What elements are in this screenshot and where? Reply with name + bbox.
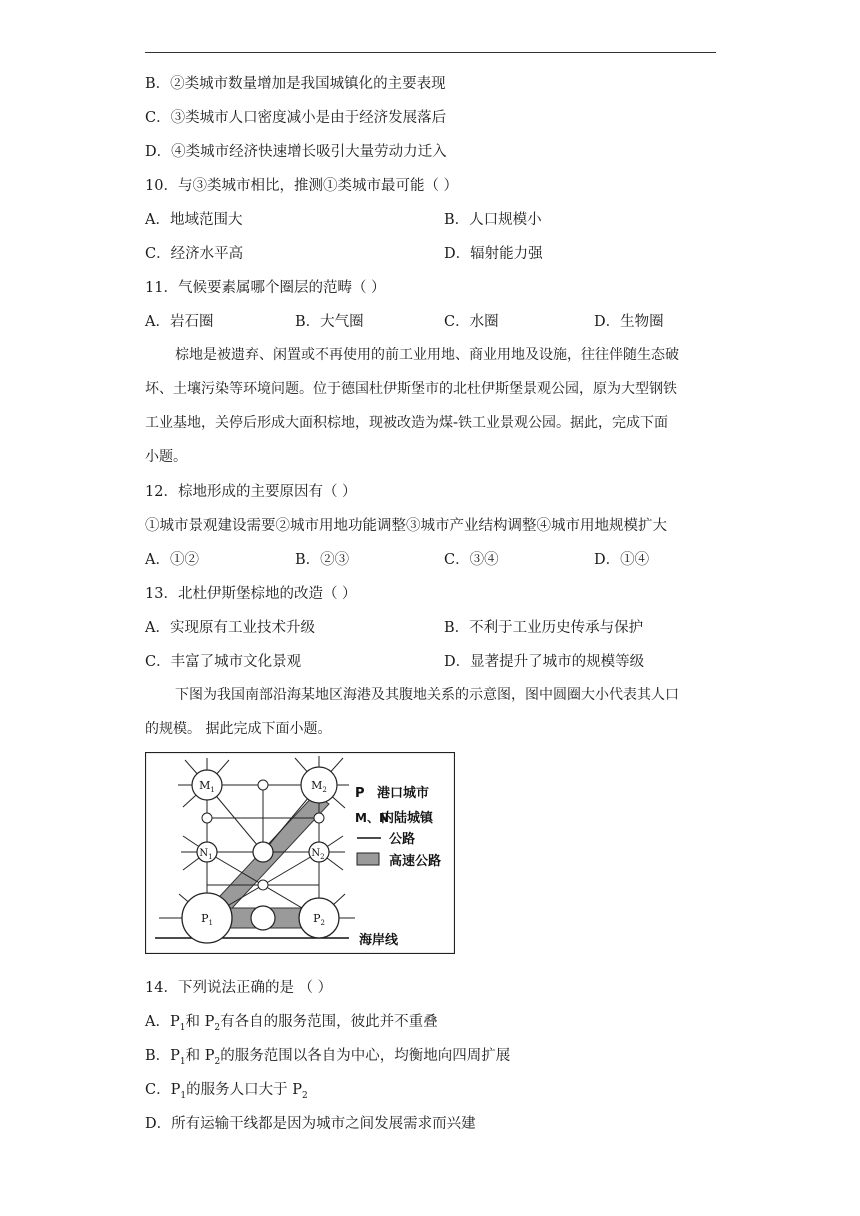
q10-stem: 10．与③类城市相比，推测①类城市最可能（ ） <box>145 178 459 194</box>
q11-stem: 11．气候要素属哪个圈层的范畴（ ） <box>145 280 386 296</box>
q12-option-a: A．①② <box>145 552 199 568</box>
svg-text:M1: $M_1$ <box>199 779 215 794</box>
q9-option-c: C．③类城市人口密度减小是由于经济发展落后 <box>145 110 447 126</box>
q9-option-b: B．②类城市数量增加是我国城镇化的主要表现 <box>145 76 446 92</box>
port-hinterland-figure <box>145 752 455 954</box>
q12-option-b: B．②③ <box>295 552 350 568</box>
passage2-line2: 的规模。 据此完成下面小题。 <box>145 721 332 737</box>
q11-option-c: C．水圈 <box>444 314 499 330</box>
port-p1 <box>182 893 232 943</box>
q13-option-b: B．不利于工业历史传承与保护 <box>444 620 644 636</box>
q9-option-d: D．④类城市经济快速增长吸引大量劳动力迁入 <box>145 144 447 160</box>
legend-port-symbol: P <box>355 786 365 801</box>
legend-inland-label: 内陆城镇 <box>381 811 434 826</box>
q11-option-a: A．岩石圈 <box>145 314 214 330</box>
highway-town-lower <box>251 906 275 930</box>
q13-option-c: C．丰富了城市文化景观 <box>145 654 302 670</box>
q14-option-c: C．$P_1$的服务人口大于 $P_2$ <box>145 1082 308 1101</box>
q14-option-a: A．$P_1$和 $P_2$有各自的服务范围，彼此并不重叠 <box>145 1014 438 1033</box>
q14-option-d: D．所有运输干线都是因为城市之间发展需求而兴建 <box>145 1116 476 1132</box>
header-rule <box>145 52 716 53</box>
city-m1 <box>192 770 222 800</box>
q13-option-a: A．实现原有工业技术升级 <box>145 620 315 636</box>
svg-text:M2: $M_2$ <box>311 779 327 794</box>
svg-text:N2: $N_2$ <box>311 848 325 861</box>
q12-option-d: D．①④ <box>594 552 650 568</box>
passage1-line1: 棕地是被遗弃、闲置或不再使用的前工业用地、商业用地及设施，往往伴随生态破 <box>175 347 679 363</box>
coastline-label: 海岸线 <box>359 933 399 948</box>
city-m2 <box>301 767 337 803</box>
legend-port-label: 港口城市 <box>377 786 430 801</box>
q10-option-a: A．地域范围大 <box>145 212 243 228</box>
q13-stem: 13．北杜伊斯堡棕地的改造（ ） <box>145 586 357 602</box>
q11-option-b: B．大气圈 <box>295 314 364 330</box>
q10-option-c: C．经济水平高 <box>145 246 244 262</box>
passage1-line2: 坏、土壤污染等环境问题。位于德国杜伊斯堡市的北杜伊斯堡景观公园，原为大型钢铁 <box>145 381 677 397</box>
town-n2 <box>309 842 329 862</box>
passage1-line3: 工业基地，关停后形成大面积棕地，现被改造为煤-铁工业景观公园。据此，完成下面 <box>145 415 669 431</box>
q12-items: ①城市景观建设需要②城市用地功能调整③城市产业结构调整④城市用地规模扩大 <box>145 518 667 534</box>
svg-text:P2: $P_2$ <box>313 912 325 927</box>
q10-option-b: B．人口规模小 <box>444 212 542 228</box>
q12-option-c: C．③④ <box>444 552 499 568</box>
svg-text:N1: $N_1$ <box>199 848 213 861</box>
q10-option-d: D．辐射能力强 <box>444 246 543 262</box>
svg-text:P1: $P_1$ <box>201 912 213 927</box>
passage1-line4: 小题。 <box>145 449 187 465</box>
port-p2 <box>299 898 339 938</box>
town-n1 <box>197 842 217 862</box>
legend-highway-label: 高速公路 <box>389 854 442 869</box>
legend-road-label: 公路 <box>389 832 416 847</box>
legend-highway-swatch <box>357 853 379 865</box>
q14-stem: 14．下列说法正确的是 （ ） <box>145 980 333 996</box>
q13-option-d: D．显著提升了城市的规模等级 <box>444 654 645 670</box>
passage2-line1: 下图为我国南部沿海某地区海港及其腹地关系的示意图，图中圆圈大小代表其人口 <box>175 687 679 703</box>
q11-option-d: D．生物圈 <box>594 314 664 330</box>
highway-town-upper <box>253 842 273 862</box>
legend-inland-symbol: M、N <box>355 811 389 825</box>
q12-stem: 12．棕地形成的主要原因有（ ） <box>145 484 357 500</box>
q14-option-b: B．$P_1$和 $P_2$的服务范围以各自为中心，均衡地向四周扩展 <box>145 1048 511 1067</box>
